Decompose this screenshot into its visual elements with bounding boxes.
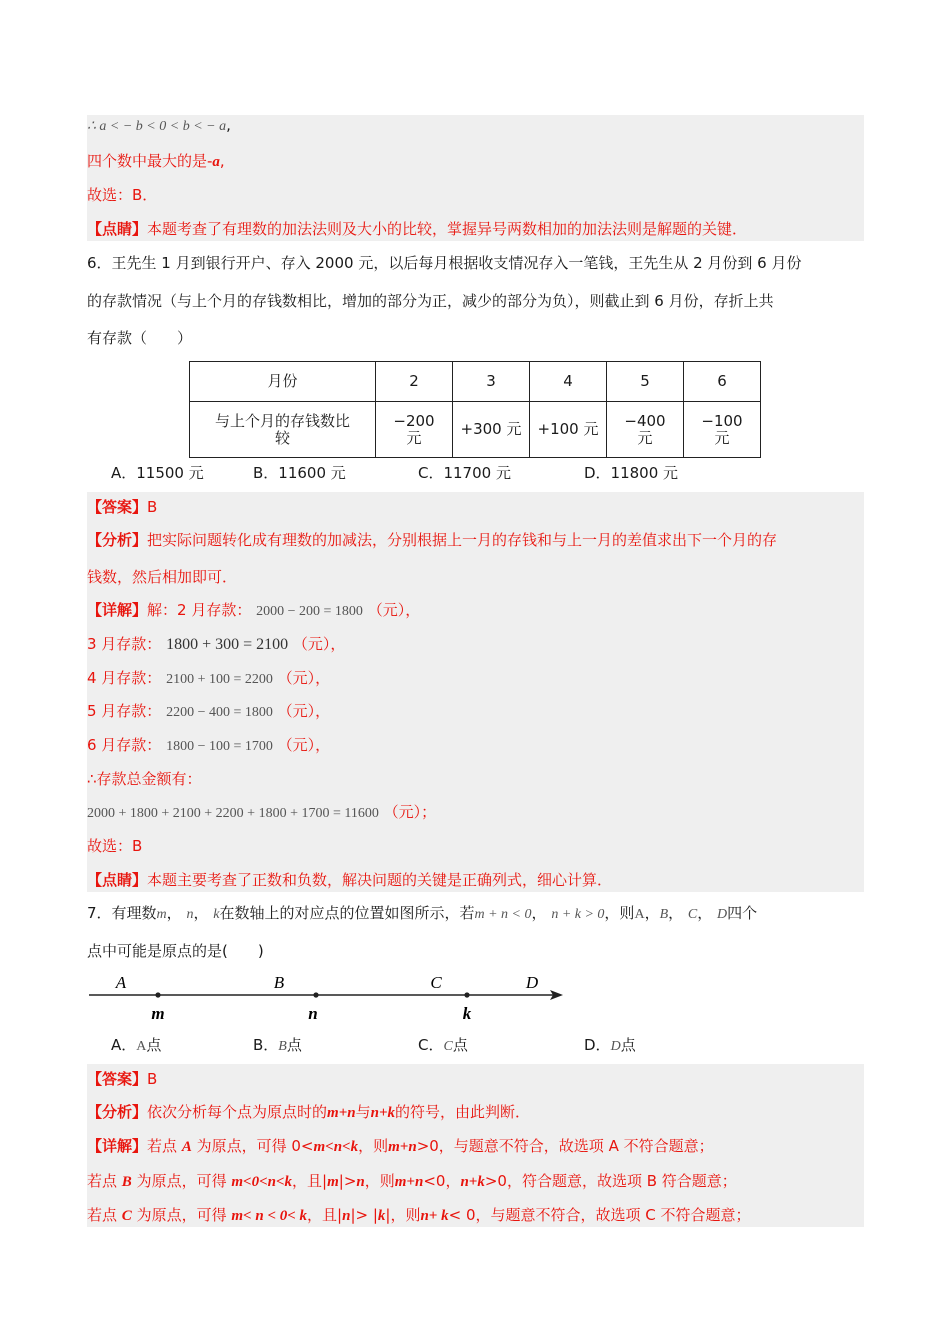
q6-deposit-table bbox=[189, 361, 761, 458]
point-m bbox=[155, 992, 160, 997]
q6-answer: 【答案】B bbox=[87, 498, 158, 516]
q6-stem-line1: 6．王先生 1 月到银行开户、存入 2000 元，以后每月根据收支情况存入一笔钱，王先生从 2 月份到 6 月份 bbox=[87, 254, 802, 272]
table-value-cell: −100 元 bbox=[684, 402, 761, 458]
table-month-cell: 4 bbox=[530, 362, 607, 402]
label-C: C bbox=[430, 973, 442, 992]
table-month-cell: 2 bbox=[376, 362, 453, 402]
q7-stem-line2: 点中可能是原点的是( ) bbox=[87, 942, 264, 960]
q6-analysis-line1: 【分析】把实际问题转化成有理数的加减法，分别根据上一月的存钱和与上一月的差值求出下一个月的存 bbox=[87, 531, 778, 549]
label-n: n bbox=[308, 1004, 318, 1023]
q7-option-c: C．C点 bbox=[418, 1036, 468, 1054]
table-row-changes bbox=[190, 402, 761, 458]
q7-stem-line1: 7．有理数m， n， k在数轴上的对应点的位置如图所示，若m + n < 0， n + k > 0，则A，B， C， D四个 bbox=[87, 904, 758, 922]
q6-detail-line3: 4 月存款： 2100 + 100 = 2200 （元）， bbox=[87, 669, 331, 687]
point-n bbox=[313, 992, 318, 997]
table-row-label: 与上个月的存钱数比 较 bbox=[190, 402, 376, 458]
q6-option-c: C．11700 元 bbox=[418, 464, 511, 482]
q6-stem-line3: 有存款（ ） bbox=[87, 329, 193, 347]
q5-max-line: 四个数中最大的是-a, bbox=[87, 152, 225, 170]
label-D: D bbox=[525, 973, 539, 992]
q7-detail-line1: 【详解】若点 A 为原点，可得 0<m<n<k，则m+n>0，与题意不符合，故选项 A 不符合题意； bbox=[87, 1137, 714, 1155]
q7-number-line bbox=[87, 968, 577, 1028]
q6-detail-line1: 【详解】解：2 月存款： 2000 − 200 = 1800 （元）， bbox=[87, 601, 421, 619]
point-k bbox=[464, 992, 469, 997]
q5-inequality: ∴ a < − b < 0 < b < − a bbox=[87, 119, 227, 134]
q7-analysis: 【分析】依次分析每个点为原点时的m+n与n+k的符号，由此判断． bbox=[87, 1103, 531, 1121]
q7-option-a: A．A点 bbox=[111, 1036, 162, 1054]
q6-total-label: ∴存款总金额有： bbox=[87, 770, 202, 788]
table-value-cell: +300 元 bbox=[453, 402, 530, 458]
table-value-cell: −200 元 bbox=[376, 402, 453, 458]
table-month-cell: 3 bbox=[453, 362, 530, 402]
table-row-months bbox=[190, 362, 761, 402]
q7-detail-line2: 若点 B 为原点，可得 m<0<n<k，且|m|>n，则m+n<0，n+k>0，符合题意，故选项 B 符合题意； bbox=[87, 1172, 737, 1190]
label-A: A bbox=[115, 973, 127, 992]
q6-analysis-line2: 钱数，然后相加即可． bbox=[87, 568, 238, 586]
q6-option-d: D．11800 元 bbox=[584, 464, 679, 482]
q5-choice-line: 故选：B． bbox=[87, 186, 158, 204]
table-month-cell: 6 bbox=[684, 362, 761, 402]
q6-choice: 故选：B bbox=[87, 837, 143, 855]
q7-answer: 【答案】B bbox=[87, 1070, 158, 1088]
label-B: B bbox=[273, 973, 285, 992]
label-m: m bbox=[151, 1004, 165, 1023]
q6-option-a: A．11500 元 bbox=[111, 464, 204, 482]
q6-option-b: B．11600 元 bbox=[253, 464, 346, 482]
q6-solution-shade bbox=[87, 492, 864, 892]
q5-dianjing: 【点睛】本题考查了有理数的加法法则及大小的比较，掌握异号两数相加的加法法则是解题的关键． bbox=[87, 220, 748, 238]
q6-detail-line4: 5 月存款： 2200 − 400 = 1800 （元）， bbox=[87, 702, 331, 720]
q6-detail-line5: 6 月存款： 1800 − 100 = 1700 （元）， bbox=[87, 736, 331, 754]
table-month-cell: 5 bbox=[607, 362, 684, 402]
label-k: k bbox=[462, 1004, 472, 1023]
table-value-cell: +100 元 bbox=[530, 402, 607, 458]
q7-detail-line3: 若点 C 为原点，可得 m< n < 0< k，且|n|> |k|，则n+ k< 0，与题意不符合，故选项 C 不符合题意； bbox=[87, 1206, 751, 1224]
q6-stem-line2: 的存款情况（与上个月的存钱数相比，增加的部分为正，减少的部分为负），则截止到 6 月份，存折上共 bbox=[87, 292, 774, 310]
q7-option-d: D．D点 bbox=[584, 1036, 636, 1054]
table-value-cell: −400 元 bbox=[607, 402, 684, 458]
table-header-label: 月份 bbox=[190, 362, 376, 402]
q6-total-line: 2000 + 1800 + 2100 + 2200 + 1800 + 1700 = 11600 （元）； bbox=[87, 803, 437, 821]
q6-dianjing: 【点睛】本题主要考查了正数和负数，解决问题的关键是正确列式，细心计算． bbox=[87, 871, 613, 889]
q5-conclusion-line: ∴ a < − b < 0 < b < − a, bbox=[87, 116, 231, 134]
q7-option-b: B．B点 bbox=[253, 1036, 302, 1054]
q6-detail-line2: 3 月存款： 1800 + 300 = 2100 （元）， bbox=[87, 635, 346, 653]
